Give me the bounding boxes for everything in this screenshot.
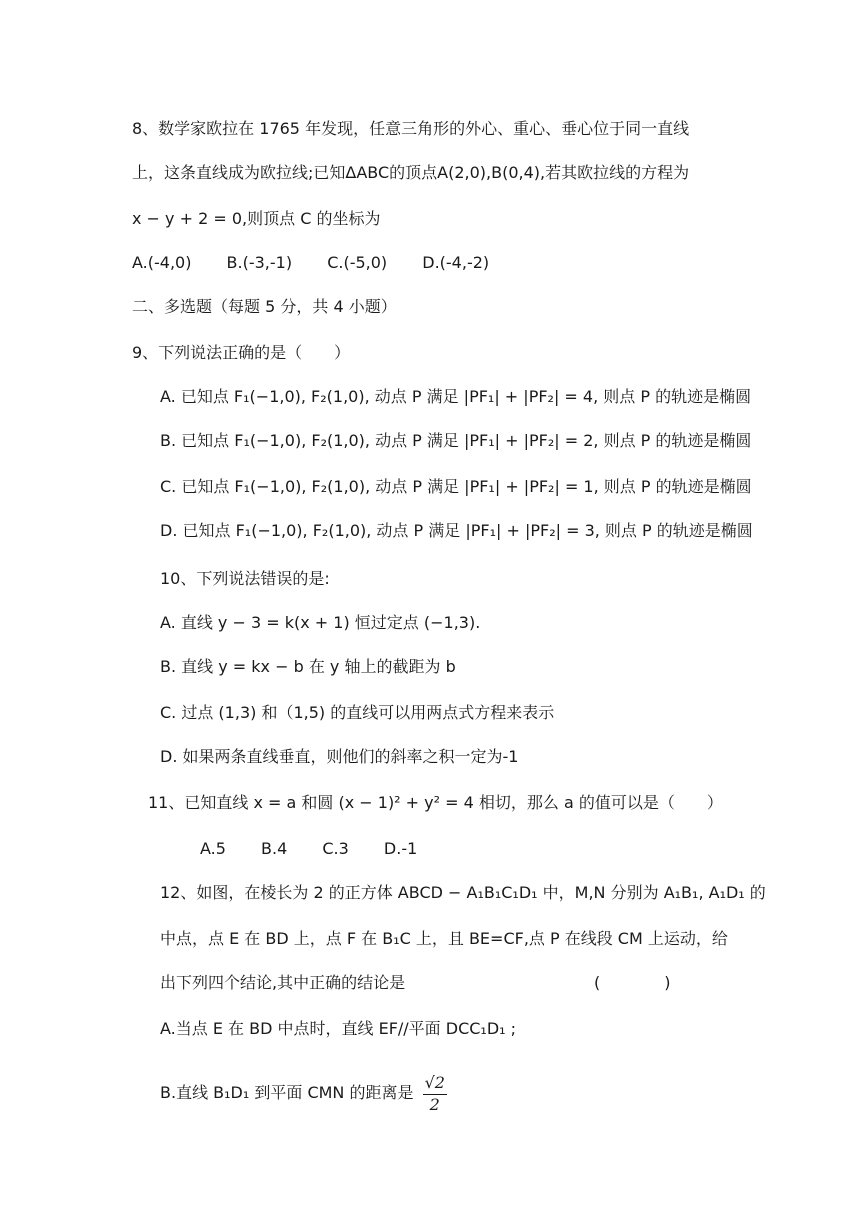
q10-stem: 10、下列说法错误的是:: [160, 569, 330, 588]
q9-option-d: D. 已知点 F₁(−1,0), F₂(1,0), 动点 P 满足 |PF₁| + |PF₂| = 3, 则点 P 的轨迹是椭圆: [160, 521, 753, 540]
q11-option-a: A.5: [200, 839, 226, 858]
q10-option-b: B. 直线 y = kx − b 在 y 轴上的截距为 b: [160, 657, 456, 676]
q12-option-a: A.当点 E 在 BD 中点时，直线 EF//平面 DCC₁D₁ ;: [160, 1019, 517, 1038]
q8-option-c: C.(-5,0): [327, 253, 388, 272]
q12-option-b-text: B.直线 B₁D₁ 到平面 CMN 的距离是: [160, 1083, 414, 1102]
q12-line2: 中点，点 E 在 BD 上，点 F 在 B₁C 上，且 BE=CF,点 P 在线段 CM 上运动，给: [160, 929, 728, 948]
section2-heading: 二、多选题（每题 5 分，共 4 小题）: [132, 297, 397, 316]
q11-stem: 11、已知直线 x = a 和圆 (x − 1)² + y² = 4 相切，那么 a 的值可以是（ ）: [148, 793, 723, 812]
q9-option-a: A. 已知点 F₁(−1,0), F₂(1,0), 动点 P 满足 |PF₁| + |PF₂| = 4, 则点 P 的轨迹是椭圆: [160, 387, 752, 406]
q10-option-c: C. 过点 (1,3) 和（1,5) 的直线可以用两点式方程来表示: [160, 703, 555, 722]
q8-option-b: B.(-3,-1): [226, 253, 293, 272]
q11-options: [200, 838, 447, 860]
q10-option-a: A. 直线 y − 3 = k(x + 1) 恒过定点 (−1,3).: [160, 613, 481, 632]
q11-option-d: D.-1: [383, 839, 418, 858]
q9-option-b: B. 已知点 F₁(−1,0), F₂(1,0), 动点 P 满足 |PF₁| + |PF₂| = 2, 则点 P 的轨迹是椭圆: [160, 431, 752, 450]
fraction-numerator: √2: [423, 1072, 447, 1095]
q8-option-a: A.(-4,0): [132, 253, 192, 272]
q9-stem: 9、下列说法正确的是（ ）: [132, 343, 351, 362]
q11-option-c: C.3: [322, 839, 349, 858]
q8-option-d: D.(-4,-2): [422, 253, 490, 272]
q12-option-b: [160, 1072, 447, 1115]
sqrt2-over-2-fraction: [423, 1072, 447, 1115]
q8-line1: 8、数学家欧拉在 1765 年发现，任意三角形的外心、重心、垂心位于同一直线: [132, 119, 690, 138]
fraction-denominator: 2: [429, 1095, 440, 1114]
q9-option-c: C. 已知点 F₁(−1,0), F₂(1,0), 动点 P 满足 |PF₁| + |PF₂| = 1, 则点 P 的轨迹是椭圆: [160, 477, 752, 496]
q12-answer-paren: ( ): [594, 973, 671, 992]
q8-options: [132, 252, 519, 274]
q8-line2: 上，这条直线成为欧拉线;已知ΔABC的顶点A(2,0),B(0,4),若其欧拉线的方程为: [132, 163, 690, 182]
q10-option-d: D. 如果两条直线垂直，则他们的斜率之积一定为-1: [160, 747, 519, 766]
q11-option-b: B.4: [261, 839, 288, 858]
q8-line3: x − y + 2 = 0,则顶点 C 的坐标为: [132, 209, 381, 228]
q12-line3: 出下列四个结论,其中正确的结论是: [160, 973, 406, 992]
q12-line1: 12、如图，在棱长为 2 的正方体 ABCD − A₁B₁C₁D₁ 中，M,N 分别为 A₁B₁, A₁D₁ 的: [160, 883, 766, 902]
